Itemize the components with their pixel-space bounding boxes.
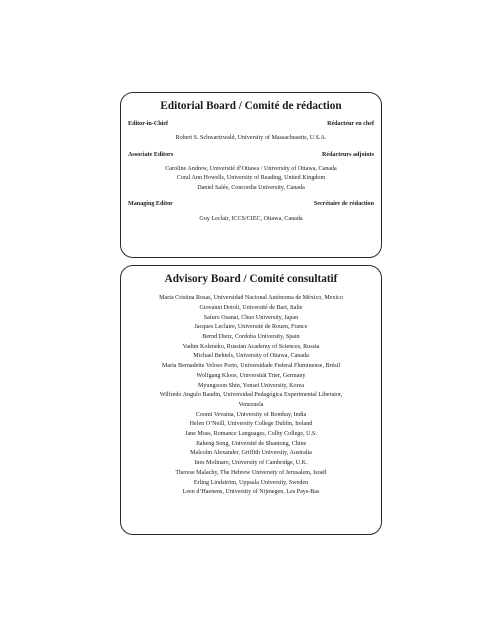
advisory-member: Venezuela (238, 401, 264, 408)
advisory-member: Malcolm Alexander, Griffith University, Australia (190, 450, 312, 457)
advisory-member: Giovanni Dotoli, Université de Bari, Italie (199, 304, 303, 311)
advisory-member: Leen d’Haenens, University of Nijmegen, Les Pays-Bas (182, 489, 320, 496)
role-label-fr: Rédacteurs adjoints (322, 151, 374, 158)
advisory-board-box (120, 265, 382, 535)
advisory-member: Vadim Koleneko, Russian Academy of Sciences, Russia (182, 343, 320, 350)
editor-in-chief-heading (121, 121, 381, 127)
board-member: Coral Ann Howells, University of Reading, United Kingdom (176, 175, 326, 182)
role-label-en: Associate Editors (128, 151, 174, 158)
advisory-member: Helen O’Neill, University College Dublin, Ireland (189, 421, 313, 428)
role-label-en: Managing Editor (128, 201, 173, 208)
advisory-member: Erling Lindström, Uppsala University, Sweden (193, 479, 309, 486)
advisory-member: Coomi Vevaina, University of Bombay, India (195, 411, 307, 418)
advisory-board-title: Advisory Board / Comité consultatif (164, 273, 338, 285)
role-label-fr: Rédacteur en chef (327, 121, 374, 128)
associate-editors-list (121, 165, 381, 193)
editorial-board-title: Editorial Board / Comité de rédaction (160, 100, 342, 112)
advisory-member: Saturo Osanai, Chuo University, Japan (203, 314, 299, 321)
editor-in-chief-list (121, 134, 381, 143)
advisory-member: Bernd Dietz, Cordoba University, Spain (202, 334, 300, 341)
advisory-member: Michael Behiels, University of Ottawa, Canada (193, 353, 309, 360)
board-member: Caroline Andrew, Université d’Ottawa / University of Ottawa, Canada (165, 165, 337, 172)
advisory-members-list (121, 294, 381, 498)
board-member: Guy Leclair, ICCS/CIEC, Ottawa, Canada (199, 216, 303, 223)
managing-editor-heading (121, 201, 381, 207)
role-label-en: Editor-in-Chief (128, 121, 169, 128)
advisory-member: Myungsoon Shin, Yonsei University, Korea (197, 382, 305, 389)
advisory-member: Jiaheng Song, Université de Shantong, Chine (195, 440, 307, 447)
advisory-member: Jacques Leclaire, Université de Rouen, France (194, 324, 308, 331)
advisory-member: Therese Malachy, The Hebrew University of Jerusalem, Israël (175, 469, 327, 476)
advisory-member: Wilfredo Angulo Baudin, Universidad Pedagógica Experimental Liberator, (159, 392, 343, 399)
advisory-member: Maria Bernadette Veloso Porto, Universidade Federal Fluminense, Brésil (161, 363, 341, 370)
advisory-member: Wolfgang Kloos, Universität Trier, Germany (196, 372, 306, 379)
advisory-member: Jane Moss, Romance Languages, Colby College, U.S. (185, 431, 317, 438)
role-label-fr: Secrétaire de rédaction (313, 201, 374, 208)
editorial-board-box (120, 92, 382, 258)
managing-editor-list (121, 215, 381, 224)
associate-editors-heading (121, 152, 381, 158)
advisory-member: Maria Cristina Rosas, Universidad Nacional Autónoma de México, Mexico (159, 295, 343, 302)
board-member: Robert S. Schwartzwald, University of Massachusetts, U.S.A. (175, 135, 327, 142)
board-member: Daniel Salée, Concordia University, Canada (197, 184, 305, 191)
advisory-member: Ines Molinaro, University of Cambridge, U.K. (194, 460, 308, 467)
